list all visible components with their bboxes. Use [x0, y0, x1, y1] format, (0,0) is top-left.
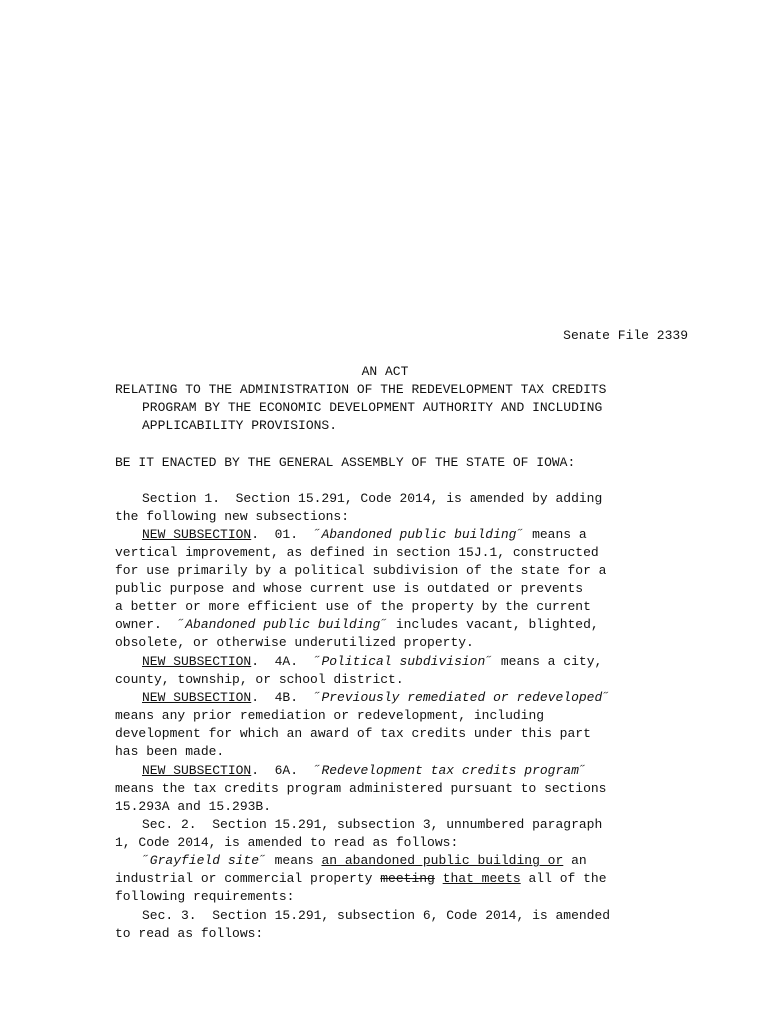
- subsection-01-line-6: [115, 616, 599, 634]
- definition-text: all of the: [520, 871, 607, 886]
- subsection-01-line-1: [115, 526, 587, 544]
- subsection-6a-line-2: means the tax credits program administered pursuant to sections: [115, 781, 607, 796]
- inserted-text: an abandoned public building or: [321, 853, 564, 868]
- new-subsection-label: NEW SUBSECTION: [142, 690, 252, 705]
- struck-text: meeting: [380, 871, 435, 886]
- period: .: [251, 654, 260, 669]
- section-2-line-4: [115, 870, 607, 888]
- section-3-line-2: to read as follows:: [115, 926, 264, 941]
- section-3-line-1: Sec. 3. Section 15.291, subsection 6, Code 2014, is amended: [142, 908, 611, 923]
- subsection-01-line-4: public purpose and whose current use is outdated or prevents: [115, 581, 584, 596]
- subsection-4a-line-2: county, township, or school district.: [115, 672, 404, 687]
- subsection-6a-line-3: 15.293A and 15.293B.: [115, 799, 272, 814]
- subsection-6a-line-1: [115, 762, 587, 780]
- subsection-4b-line-3: development for which an award of tax credits under this part: [115, 726, 591, 741]
- subsection-number: 01.: [259, 527, 314, 542]
- section-2-line-2: 1, Code 2014, is amended to read as follows:: [115, 835, 459, 850]
- new-subsection-label: NEW SUBSECTION: [142, 527, 252, 542]
- new-subsection-label: NEW SUBSECTION: [142, 763, 252, 778]
- period: .: [251, 690, 260, 705]
- subsection-01-line-2: vertical improvement, as defined in section 15J.1, constructed: [115, 545, 599, 560]
- section-1-line-1: Section 1. Section 15.291, Code 2014, is amended by adding: [142, 491, 603, 506]
- enacting-clause: BE IT ENACTED BY THE GENERAL ASSEMBLY OF THE STATE OF IOWA:: [115, 455, 576, 470]
- title-line-1: RELATING TO THE ADMINISTRATION OF THE REDEVELOPMENT TAX CREDITS: [115, 382, 607, 397]
- defined-term: ˝Abandoned public building˝: [313, 527, 525, 542]
- subsection-4a-line-1: [115, 653, 602, 671]
- definition-text: owner.: [115, 617, 178, 632]
- subsection-4b-line-4: has been made.: [115, 744, 225, 759]
- defined-term: ˝Abandoned public building˝: [177, 617, 389, 632]
- space: [435, 871, 443, 886]
- subsection-01-line-5: a better or more efficient use of the property by the current: [115, 599, 591, 614]
- title-line-3: APPLICABILITY PROVISIONS.: [142, 418, 338, 433]
- defined-term: ˝Redevelopment tax credits program˝: [313, 763, 587, 778]
- subsection-number: 4B.: [259, 690, 314, 705]
- section-2-line-5: following requirements:: [115, 889, 295, 904]
- definition-text: includes vacant, blighted,: [388, 617, 599, 632]
- section-2-line-3: [115, 852, 587, 870]
- subsection-01-line-3: for use primarily by a political subdivision of the state for a: [115, 563, 607, 578]
- inserted-text: that meets: [442, 871, 521, 886]
- section-2-line-1: Sec. 2. Section 15.291, subsection 3, unnumbered paragraph: [142, 817, 603, 832]
- definition-text: means a: [524, 527, 587, 542]
- new-subsection-label: NEW SUBSECTION: [142, 654, 252, 669]
- definition-text: an: [563, 853, 587, 868]
- section-1-line-2: the following new subsections:: [115, 509, 350, 524]
- definition-text: industrial or commercial property: [115, 871, 381, 886]
- period: .: [251, 763, 260, 778]
- subsection-number: 6A.: [259, 763, 314, 778]
- definition-text: means: [266, 853, 322, 868]
- defined-term: ˝Grayfield site˝: [142, 853, 267, 868]
- subsection-4b-line-1: [115, 689, 610, 707]
- subsection-01-line-7: obsolete, or otherwise underutilized property.: [115, 635, 474, 650]
- subsection-4b-line-2: means any prior remediation or redevelopment, including: [115, 708, 545, 723]
- definition-text: means a city,: [493, 654, 603, 669]
- period: .: [251, 527, 260, 542]
- defined-term: ˝Previously remediated or redeveloped˝: [313, 690, 611, 705]
- act-heading: AN ACT: [361, 364, 409, 379]
- senate-file-label: Senate File 2339: [563, 328, 688, 343]
- defined-term: ˝Political subdivision˝: [313, 654, 494, 669]
- title-line-2: PROGRAM BY THE ECONOMIC DEVELOPMENT AUTHORITY AND INCLUDING: [142, 400, 603, 415]
- subsection-number: 4A.: [259, 654, 314, 669]
